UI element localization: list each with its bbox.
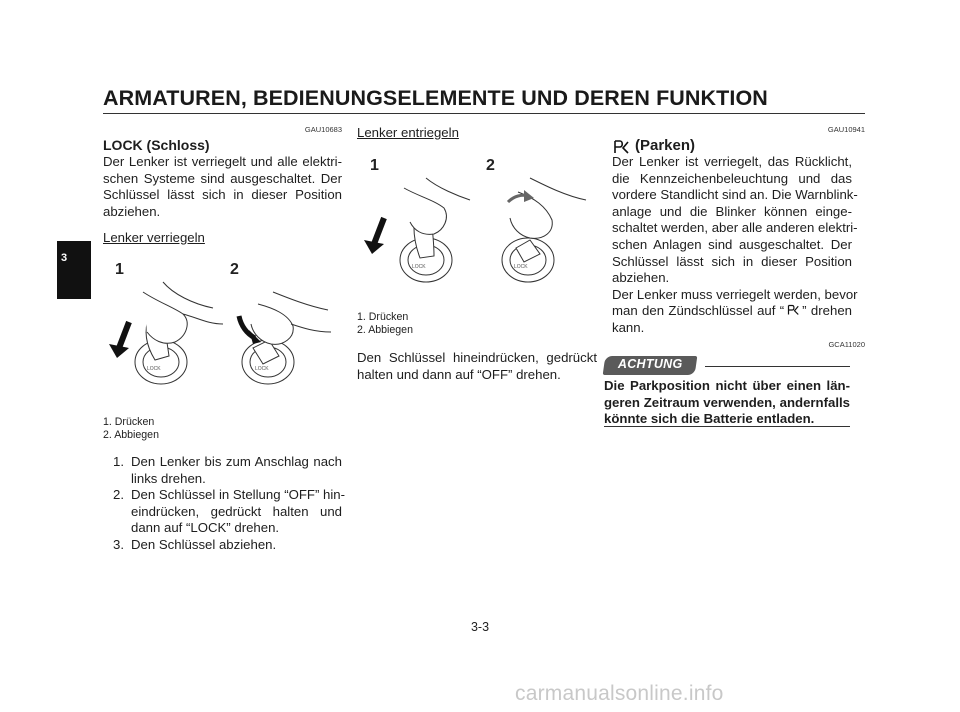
col3-body-paragraph	[612, 154, 858, 337]
step-number: 3.	[113, 536, 124, 552]
warning-text	[604, 378, 850, 428]
step-line: dann auf “LOCK” drehen.	[131, 520, 280, 536]
warning-rule-top	[705, 366, 850, 367]
watermark-text: carmanualsonline.info	[515, 682, 724, 705]
ring-label-left: LOCK	[147, 366, 161, 372]
figure-caption: 2. Abbiegen	[357, 324, 413, 336]
step-line: Den Schlüssel in Stellung “OFF” hin-	[131, 487, 346, 503]
lock-steering-figure	[103, 252, 343, 412]
col1-steps-list	[103, 454, 346, 554]
col3-body-line: Der Lenker ist verriegelt, das Rücklicht,	[612, 154, 852, 169]
step-line: Den Schlüssel abziehen.	[131, 536, 277, 552]
warning-reference-code: GCA11020	[828, 340, 865, 349]
col3-body-line: vordere Standlicht sind an. Die Warnblink-	[612, 187, 858, 203]
col1-intro-line: Schlüssel lässt sich in dieser Position	[103, 187, 342, 203]
section-tab-label: 3	[61, 252, 68, 264]
step-item	[103, 487, 346, 537]
col3-body2-post: ” drehen	[802, 303, 852, 319]
col3-body-line: Schlüssel lässt sich in dieser Position	[612, 253, 852, 269]
col2-subheading: Lenker entriegeln	[357, 125, 459, 140]
figure-step-number-1: 1	[115, 261, 124, 278]
col3-body2-pre: man den Zündschlüssel auf “	[612, 303, 785, 319]
page-header-title: ARMATUREN, BEDIENUNGSELEMENTE UND DEREN FUNKTION	[103, 86, 768, 110]
ignition-switch-left	[400, 178, 470, 282]
col3-body-line: die Kennzeichenbeleuchtung und das	[612, 170, 852, 186]
col2-body-line: Den Schlüssel hineindrücken, gedrückt	[357, 350, 597, 365]
col1-reference-code: GAU10683	[304, 125, 342, 134]
col2-figure-captions	[357, 311, 413, 337]
col1-intro-paragraph	[103, 154, 342, 220]
header-rule	[103, 113, 865, 114]
col3-body-line: schen Anlagen sind ausgeschaltet. Der	[612, 236, 852, 252]
page-number: 3-3	[470, 620, 490, 634]
col3-body-line: Der Lenker muss verriegelt werden, bevor	[612, 286, 858, 302]
col3-heading: (Parken)	[635, 137, 696, 154]
col3-body-line-with-icon	[612, 303, 852, 320]
col2-body-paragraph	[357, 350, 597, 383]
col1-heading: LOCK (Schloss)	[103, 137, 210, 153]
col2-body-line: halten und dann auf “OFF” drehen.	[357, 366, 561, 382]
step-item	[103, 537, 342, 554]
unlock-steering-figure	[358, 148, 598, 308]
parking-key-icon	[786, 304, 800, 316]
step-number: 2.	[113, 487, 124, 503]
warning-line: Die Parkposition nicht über einen län-	[604, 378, 850, 393]
warning-line: geren Zeitraum verwenden, andernfalls	[604, 394, 850, 410]
col1-subheading: Lenker verriegeln	[103, 230, 205, 245]
push-arrow-icon	[364, 218, 384, 254]
col3-body-line: schaltet werden, aber alle anderen elektri-	[612, 220, 858, 236]
ring-label-right: LOCK	[514, 264, 528, 270]
parking-key-icon	[612, 139, 630, 155]
col1-intro-line: abziehen.	[103, 203, 161, 219]
warning-rule-bottom	[604, 426, 850, 427]
step-number: 1.	[113, 454, 124, 469]
step-line: Den Lenker bis zum Anschlag nach	[131, 454, 342, 469]
figure-step-number-1: 1	[370, 157, 379, 174]
col1-figure-captions	[103, 416, 159, 442]
section-tab	[57, 241, 91, 299]
figure-caption: 2. Abbiegen	[103, 429, 159, 441]
warning-line: könnte sich die Batterie entladen.	[604, 411, 815, 427]
figure-step-number-2: 2	[230, 261, 239, 278]
step-item	[103, 454, 342, 487]
figure-caption: 1. Drücken	[103, 416, 155, 428]
col1-intro-line: schen Systeme sind ausgeschaltet. Der	[103, 170, 342, 186]
step-line: links drehen.	[131, 470, 206, 486]
col1-intro-line: Der Lenker ist verriegelt und alle elektri-	[103, 154, 342, 169]
col3-body-line: anlage und die Blinker können einge-	[612, 203, 852, 219]
figure-caption: 1. Drücken	[357, 311, 409, 323]
figure-step-number-2: 2	[486, 157, 495, 174]
warning-badge	[603, 356, 698, 375]
push-arrow-icon	[109, 322, 129, 358]
col3-reference-code: GAU10941	[827, 125, 865, 134]
col3-body-line: kann.	[612, 319, 645, 335]
ring-label-right: LOCK	[255, 366, 269, 372]
col3-body-line: abziehen.	[612, 270, 670, 286]
ring-label-left: LOCK	[412, 264, 426, 270]
warning-badge-label: ACHTUNG	[617, 357, 683, 371]
step-line: eindrücken, gedrückt halten und	[131, 503, 342, 519]
